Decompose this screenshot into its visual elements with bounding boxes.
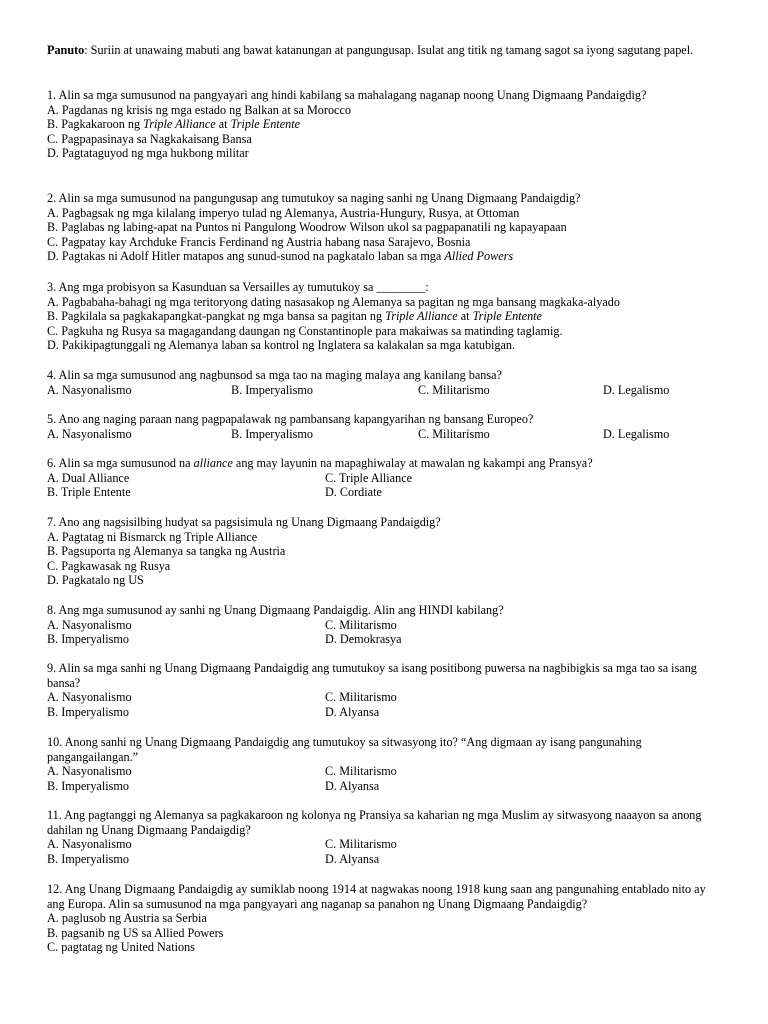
question-12	[47, 882, 717, 955]
question-1-stem: 1. Alin sa mga sumusunod na pangyayari ang hindi kabilang sa mahalagang naganap noong Unang Digmaang Pandaigdig?	[47, 88, 647, 102]
question-9-choices-row-2	[47, 705, 717, 720]
question-10-choice-a: A. Nasyonalismo	[47, 764, 132, 779]
question-9-choice-b: B. Imperyalismo	[47, 704, 129, 719]
question-11	[47, 808, 717, 866]
question-1-choice-b	[47, 117, 717, 132]
question-12-choice-c: C. pagtatag ng United Nations	[47, 940, 195, 955]
question-7	[47, 515, 717, 588]
stem-text: ang may layunin na mapaghiwalay at mawalan ng kakampi ang Pransya?	[232, 456, 593, 470]
question-2-choice-d	[47, 249, 717, 264]
question-7-stem: 7. Ano ang nagsisilbing hudyat sa pagsisimula ng Unang Digmaang Pandaigdig?	[47, 515, 441, 529]
choice-italic: Triple Alliance	[385, 309, 458, 324]
choice-text: D. Pagtakas ni Adolf Hitler matapos ang sunud-sunod na pagkatalo laban sa mga	[47, 249, 445, 264]
question-12-stem: 12. Ang Unang Digmaang Pandaigdig ay sumiklab noong 1914 at nagwakas noong 1918 kung saan ang pangunahing entablado nito ay ang Europa. Alin sa sumusunod na mga pangyayari ang naganap sa panahon ng Unang Digmaang Pandaigdig?	[47, 882, 706, 911]
question-4-choice-c: C. Militarismo	[418, 382, 490, 397]
stem-italic: alliance	[193, 456, 233, 470]
question-9-choices-row-1	[47, 690, 717, 705]
question-5-choice-a: A. Nasyonalismo	[47, 426, 132, 441]
question-9	[47, 661, 717, 719]
question-10-choice-d: D. Alyansa	[325, 778, 380, 793]
question-11-choices-row-2	[47, 852, 717, 867]
question-8-choices-row-2	[47, 632, 717, 647]
question-8-choice-c: C. Militarismo	[325, 617, 397, 632]
question-2-choice-c: C. Pagpatay kay Archduke Francis Ferdinand ng Austria habang nasa Sarajevo, Bosnia	[47, 234, 471, 249]
question-1	[47, 88, 717, 161]
question-9-choice-d: D. Alyansa	[325, 704, 380, 719]
question-11-choices-row-1	[47, 837, 717, 852]
question-10-choice-c: C. Militarismo	[325, 764, 397, 779]
question-8-choice-d: D. Demokrasya	[325, 632, 402, 647]
question-9-stem: 9. Alin sa mga sanhi ng Unang Digmaang Pandaigdig ang tumutukoy sa isang positibong puwersa na nagbibigkis sa mga tao sa isang bansa?	[47, 661, 697, 690]
question-4-choice-a: A. Nasyonalismo	[47, 382, 132, 397]
choice-italic: Triple Alliance	[143, 117, 216, 132]
choice-text: B. Pagkakaroon ng	[47, 117, 144, 132]
question-6-choice-d: D. Cordiate	[325, 485, 382, 500]
question-6-choice-b: B. Triple Entente	[47, 485, 131, 500]
question-3-choice-c: C. Pagkuha ng Rusya sa magagandang daungan ng Constantinople para makaiwas sa matinding taglamig.	[47, 323, 563, 338]
question-9-choice-c: C. Militarismo	[325, 690, 397, 705]
question-2-choice-b: B. Paglabas ng labing-apat na Puntos ni Pangulong Woodrow Wilson ukol sa pagpapanatili ng kapayapaan	[47, 220, 567, 235]
question-5	[47, 412, 717, 441]
question-6-choices-row-1	[47, 471, 717, 486]
question-11-choice-c: C. Militarismo	[325, 837, 397, 852]
question-12-choice-b: B. pagsanib ng US sa Allied Powers	[47, 925, 224, 940]
question-8	[47, 603, 717, 647]
question-2	[47, 191, 717, 264]
instructions	[47, 43, 717, 58]
question-3-choice-d: D. Pakikipagtunggali ng Alemanya laban sa kontrol ng Inglatera sa kalakalan sa mga katubigan.	[47, 338, 516, 353]
choice-italic: Triple Entente	[230, 117, 300, 132]
question-1-choice-a: A. Pagdanas ng krisis ng mga estado ng Balkan at sa Morocco	[47, 102, 351, 117]
question-5-choice-d: D. Legalismo	[603, 426, 670, 441]
question-4-stem: 4. Alin sa mga sumusunod ang nagbunsod sa mga tao na maging malaya ang kanilang bansa?	[47, 368, 502, 382]
stem-text: 6. Alin sa mga sumusunod na	[47, 456, 194, 470]
question-4-choice-b: B. Imperyalismo	[231, 382, 313, 397]
question-6-stem	[47, 456, 717, 471]
question-2-choice-a: A. Pagbagsak ng mga kilalang imperyo tulad ng Alemanya, Austria-Hungury, Rusya, at Ottoman	[47, 205, 520, 220]
question-6-choice-c: C. Triple Alliance	[325, 470, 413, 485]
question-3-choice-a: A. Pagbabaha-bahagi ng mga teritoryong dating nasasakop ng Alemanya sa pagitan ng mga bansang magkaka-alyado	[47, 294, 620, 309]
question-3-choice-b	[47, 309, 717, 324]
question-8-choice-b: B. Imperyalismo	[47, 632, 129, 647]
question-8-choice-a: A. Nasyonalismo	[47, 617, 132, 632]
question-7-choice-a: A. Pagtatag ni Bismarck ng Triple Alliance	[47, 529, 258, 544]
question-10-choices-row-2	[47, 779, 717, 794]
question-10-choice-b: B. Imperyalismo	[47, 778, 129, 793]
question-12-choice-a: A. paglusob ng Austria sa Serbia	[47, 911, 207, 926]
question-7-choice-d: D. Pagkatalo ng US	[47, 573, 144, 588]
question-4-choices	[47, 383, 717, 398]
choice-text: B. Pagkilala sa pagkakapangkat-pangkat ng mga bansa sa pagitan ng	[47, 309, 386, 324]
instructions-text: : Suriin at unawaing mabuti ang bawat katanungan at pangungusap. Isulat ang titik ng tamang sagot sa iyong sagutang papel.	[84, 43, 694, 57]
question-3	[47, 280, 717, 353]
question-7-choice-c: C. Pagkawasak ng Rusya	[47, 558, 171, 573]
question-9-choice-a: A. Nasyonalismo	[47, 690, 132, 705]
choice-italic: Triple Entente	[472, 309, 542, 324]
question-7-choice-b: B. Pagsuporta ng Alemanya sa tangka ng Austria	[47, 544, 286, 559]
question-5-stem: 5. Ano ang naging paraan nang pagpapalawak ng pambansang kapangyarihan ng bansang Europeo?	[47, 412, 534, 426]
question-11-choice-a: A. Nasyonalismo	[47, 837, 132, 852]
question-6	[47, 456, 717, 500]
question-11-stem: 11. Ang pagtanggi ng Alemanya sa pagkakaroon ng kolonya ng Pransiya sa kaharian ng mga Muslim ay sitwasyong naaayon sa anong dahilan ng Unang Digmaang Pandaigdig?	[47, 808, 702, 837]
choice-text: at	[457, 309, 473, 324]
question-6-choices-row-2	[47, 485, 717, 500]
question-11-choice-b: B. Imperyalismo	[47, 851, 129, 866]
choice-text: at	[215, 117, 231, 132]
question-10-stem: 10. Anong sanhi ng Unang Digmaang Pandaigdig ang tumutukoy sa sitwasyong ito? “Ang digmaan ay isang pangunahing pangangailangan.”	[47, 735, 642, 764]
question-5-choice-b: B. Imperyalismo	[231, 426, 313, 441]
question-8-stem: 8. Ang mga sumusunod ay sanhi ng Unang Digmaang Pandaigdig. Alin ang HINDI kabilang?	[47, 603, 504, 617]
question-1-choice-c: C. Pagpapasinaya sa Nagkakaisang Bansa	[47, 131, 252, 146]
question-1-choice-d: D. Pagtataguyod ng mga hukbong militar	[47, 146, 249, 161]
question-10-choices-row-1	[47, 764, 717, 779]
question-4	[47, 368, 717, 397]
choice-italic: Allied Powers	[444, 249, 514, 264]
question-4-choice-d: D. Legalismo	[603, 382, 670, 397]
question-5-choices	[47, 427, 717, 442]
question-11-choice-d: D. Alyansa	[325, 851, 380, 866]
question-8-choices-row-1	[47, 618, 717, 633]
question-3-stem: 3. Ang mga probisyon sa Kasunduan sa Versailles ay tumutukoy sa ________:	[47, 280, 429, 294]
instructions-label: Panuto	[47, 43, 85, 57]
question-10	[47, 735, 717, 793]
question-2-stem: 2. Alin sa mga sumusunod na pangungusap ang tumutukoy sa naging sanhi ng Unang Digmaang Pandaigdig?	[47, 191, 581, 205]
question-6-choice-a: A. Dual Alliance	[47, 470, 130, 485]
question-5-choice-c: C. Militarismo	[418, 426, 490, 441]
